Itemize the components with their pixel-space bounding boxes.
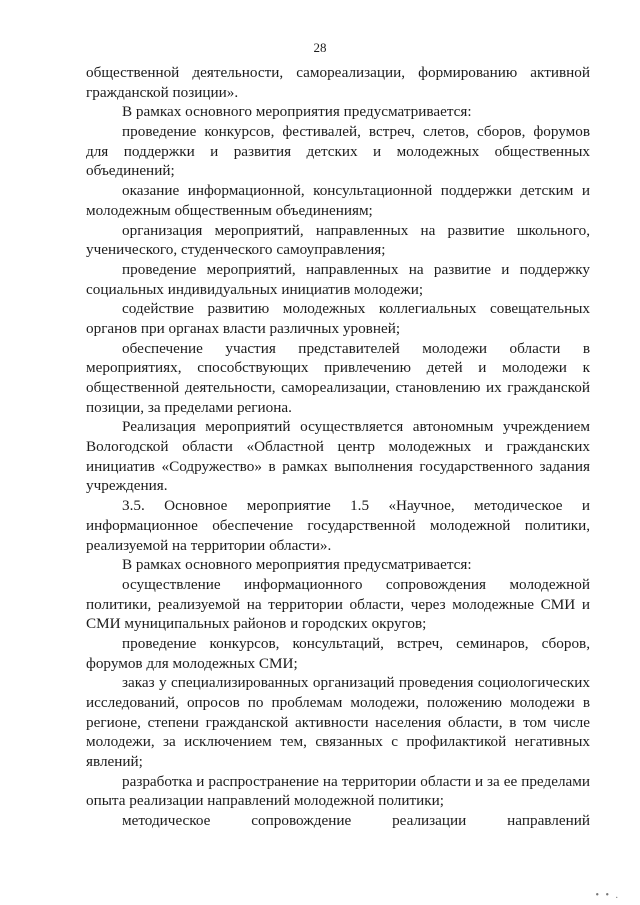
paragraph — [86, 811, 590, 831]
text-line: молодежи, за исключением тем, связанных с профилактикой негативных — [86, 733, 590, 751]
text-line: осуществление информационного сопровождения молодежной — [122, 575, 590, 593]
text-line: реализуемой на территории области». — [86, 536, 332, 554]
paragraph — [86, 634, 590, 673]
paragraph — [86, 772, 590, 811]
text-line: СМИ муниципальных районов и городских округов; — [86, 615, 427, 633]
paragraph — [86, 417, 590, 496]
text-line: содействие развитию молодежных коллегиальных совещательных — [122, 300, 590, 318]
text-line: Вологодской области «Областной центр молодежных и гражданских — [86, 438, 590, 456]
text-line: политики, реализуемой на территории области, через молодежные СМИ и — [86, 595, 590, 613]
paragraph — [86, 496, 590, 555]
paragraph — [86, 102, 590, 122]
text-line: общественной деятельности, самореализации, становлению их гражданской — [86, 379, 590, 396]
text-line: проведение конкурсов, фестивалей, встреч, слетов, сборов, форумов — [122, 123, 590, 141]
text-line: Реализация мероприятий осуществляется автономным учреждением — [122, 418, 590, 436]
text-line: гражданской позиции». — [86, 83, 239, 101]
paragraph — [86, 63, 590, 102]
text-line: методическое сопровождение реализации направлений — [122, 812, 590, 830]
text-line: органов при органах власти различных уровней; — [86, 319, 401, 337]
text-line: мероприятиях, способствующих привлечению детей и молодежи к — [86, 359, 590, 377]
paragraph — [86, 339, 590, 418]
text-line: разработка и распространение на территории области и за ее пределами — [122, 772, 590, 790]
paragraph — [86, 673, 590, 771]
text-line: позиции, за пределами региона. — [86, 398, 292, 416]
paragraph — [86, 181, 590, 220]
text-line: В рамках основного мероприятия предусматривается: — [122, 103, 472, 121]
text-line: В рамках основного мероприятия предусматривается: — [122, 556, 472, 574]
paragraph — [86, 221, 590, 260]
text-line: объединений; — [86, 162, 175, 180]
text-line: учреждения. — [86, 477, 168, 495]
text-line: ученического, студенческого самоуправления; — [86, 241, 386, 259]
paragraph — [86, 575, 590, 634]
page-number: 28 — [313, 40, 327, 55]
document-body — [86, 63, 590, 831]
text-line: социальных индивидуальных инициатив молодежи; — [86, 280, 424, 298]
text-line: проведение мероприятий, направленных на развитие и поддержку — [122, 260, 590, 278]
text-line: молодежным общественным объединениям; — [86, 201, 373, 219]
text-line: 3.5. Основное мероприятие 1.5 «Научное, методическое и — [122, 497, 590, 515]
scan-corner-mark: • • . — [595, 890, 620, 901]
text-line: регионе, степени гражданской активности населения области, в том числе — [86, 713, 590, 731]
text-line: для поддержки и развития детских и молодежных общественных — [86, 142, 590, 160]
text-line: обеспечение участия представителей молодежи области в — [122, 339, 590, 357]
text-line: инициатив «Содружество» в рамках выполнения государственного задания — [86, 457, 590, 475]
text-line: форумов для молодежных СМИ; — [86, 654, 298, 672]
text-line: опыта реализации направлений молодежной политики; — [86, 792, 444, 810]
text-line: организация мероприятий, направленных на развитие школьного, — [122, 221, 590, 239]
paragraph — [86, 122, 590, 181]
text-line: общественной деятельности, самореализации, формированию активной — [86, 64, 590, 81]
paragraph — [86, 260, 590, 299]
text-line: заказ у специализированных организаций проведения социологических — [122, 674, 590, 692]
paragraph — [86, 555, 590, 575]
paragraph — [86, 299, 590, 338]
text-line: информационное обеспечение государственной молодежной политики, — [86, 516, 590, 534]
text-line: исследований, опросов по проблемам молодежи, положению молодежи в — [86, 694, 590, 711]
text-line: оказание информационной, консультационной поддержки детским и — [122, 182, 590, 200]
text-line: проведение конкурсов, консультаций, встреч, семинаров, сборов, — [122, 634, 590, 652]
text-line: явлений; — [86, 753, 143, 771]
